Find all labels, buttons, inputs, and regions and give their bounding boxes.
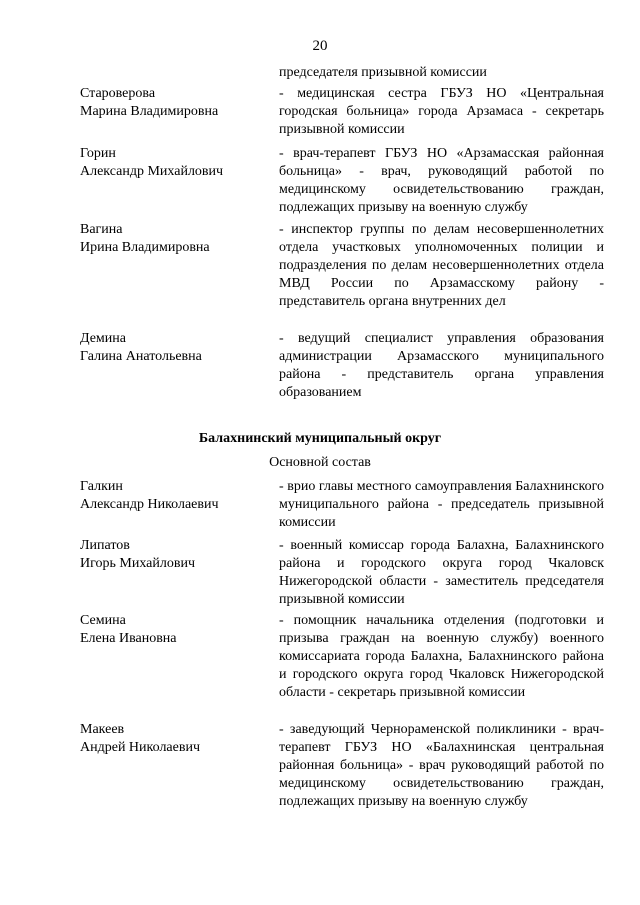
member-given-name: Марина Владимировна [80, 104, 219, 119]
member-given-name: Александр Михайлович [80, 164, 224, 179]
member-surname: Макеев [80, 722, 125, 737]
member-name [80, 145, 265, 181]
member-surname: Староверова [80, 86, 156, 101]
page-number: 20 [312, 38, 328, 54]
member-given-name: Игорь Михайлович [80, 556, 195, 571]
member-given-name: Андрей Николаевич [80, 740, 200, 755]
member-name [80, 221, 265, 257]
member-surname: Горин [80, 146, 116, 161]
member-surname: Демина [80, 331, 126, 346]
member-name [80, 478, 265, 514]
member-given-name: Галина Анатольевна [80, 349, 202, 364]
member-given-name: Ирина Владимировна [80, 240, 210, 255]
member-name [80, 85, 265, 121]
section-subtitle: Основной состав [269, 455, 371, 470]
member-surname: Липатов [80, 538, 130, 553]
member-role: - врач-терапевт ГБУЗ НО «Арзамасская районная больница» - врач, руководящий работой по медицинскому освидетельствованию граждан, подлежащих призыву на военную службу [279, 146, 604, 215]
member-given-name: Александр Николаевич [80, 497, 219, 512]
member-role: - инспектор группы по делам несовершеннолетних отдела участковых уполномоченных полиции и подразделения по делам несовершеннолетних отдела МВД России по Арзамасскому району - представитель органа внутренних дел [279, 222, 604, 309]
member-name [80, 330, 265, 366]
section-title: Балахнинский муниципальный округ [198, 431, 442, 446]
member-name [80, 612, 265, 648]
member-surname: Вагина [80, 222, 123, 237]
member-role: - помощник начальника отделения (подготовки и призыва граждан на военную службу) военного комиссариата города Балахна, Балахнинского района и городского округа город Чкаловск Нижегородской области - секретарь призывной комиссии [279, 613, 604, 700]
member-role: - врио главы местного самоуправления Балахнинского муниципального района - председатель призывной комиссии [279, 479, 604, 530]
continuation-text: председателя призывной комиссии [279, 65, 487, 80]
member-surname: Семина [80, 613, 126, 628]
member-role: - военный комиссар города Балахна, Балахнинского района и городского округа город Чкаловск Нижегородской области - заместитель председателя призывной комиссии [279, 538, 604, 607]
member-role: - медицинская сестра ГБУЗ НО «Центральная городская больница» города Арзамаса - секретарь призывной комиссии [279, 86, 604, 137]
member-role: - заведующий Чернораменской поликлиники - врач-терапевт ГБУЗ НО «Балахнинская центральная районная больница» - врач руководящий работой по медицинскому освидетельствованию граждан, подлежащих призыву на военную службу [279, 722, 604, 809]
member-given-name: Елена Ивановна [80, 631, 177, 646]
member-name [80, 721, 265, 757]
member-name [80, 537, 265, 573]
member-role: - ведущий специалист управления образования администрации Арзамасского муниципального района - представитель органа управления образованием [279, 331, 604, 400]
member-surname: Галкин [80, 479, 123, 494]
